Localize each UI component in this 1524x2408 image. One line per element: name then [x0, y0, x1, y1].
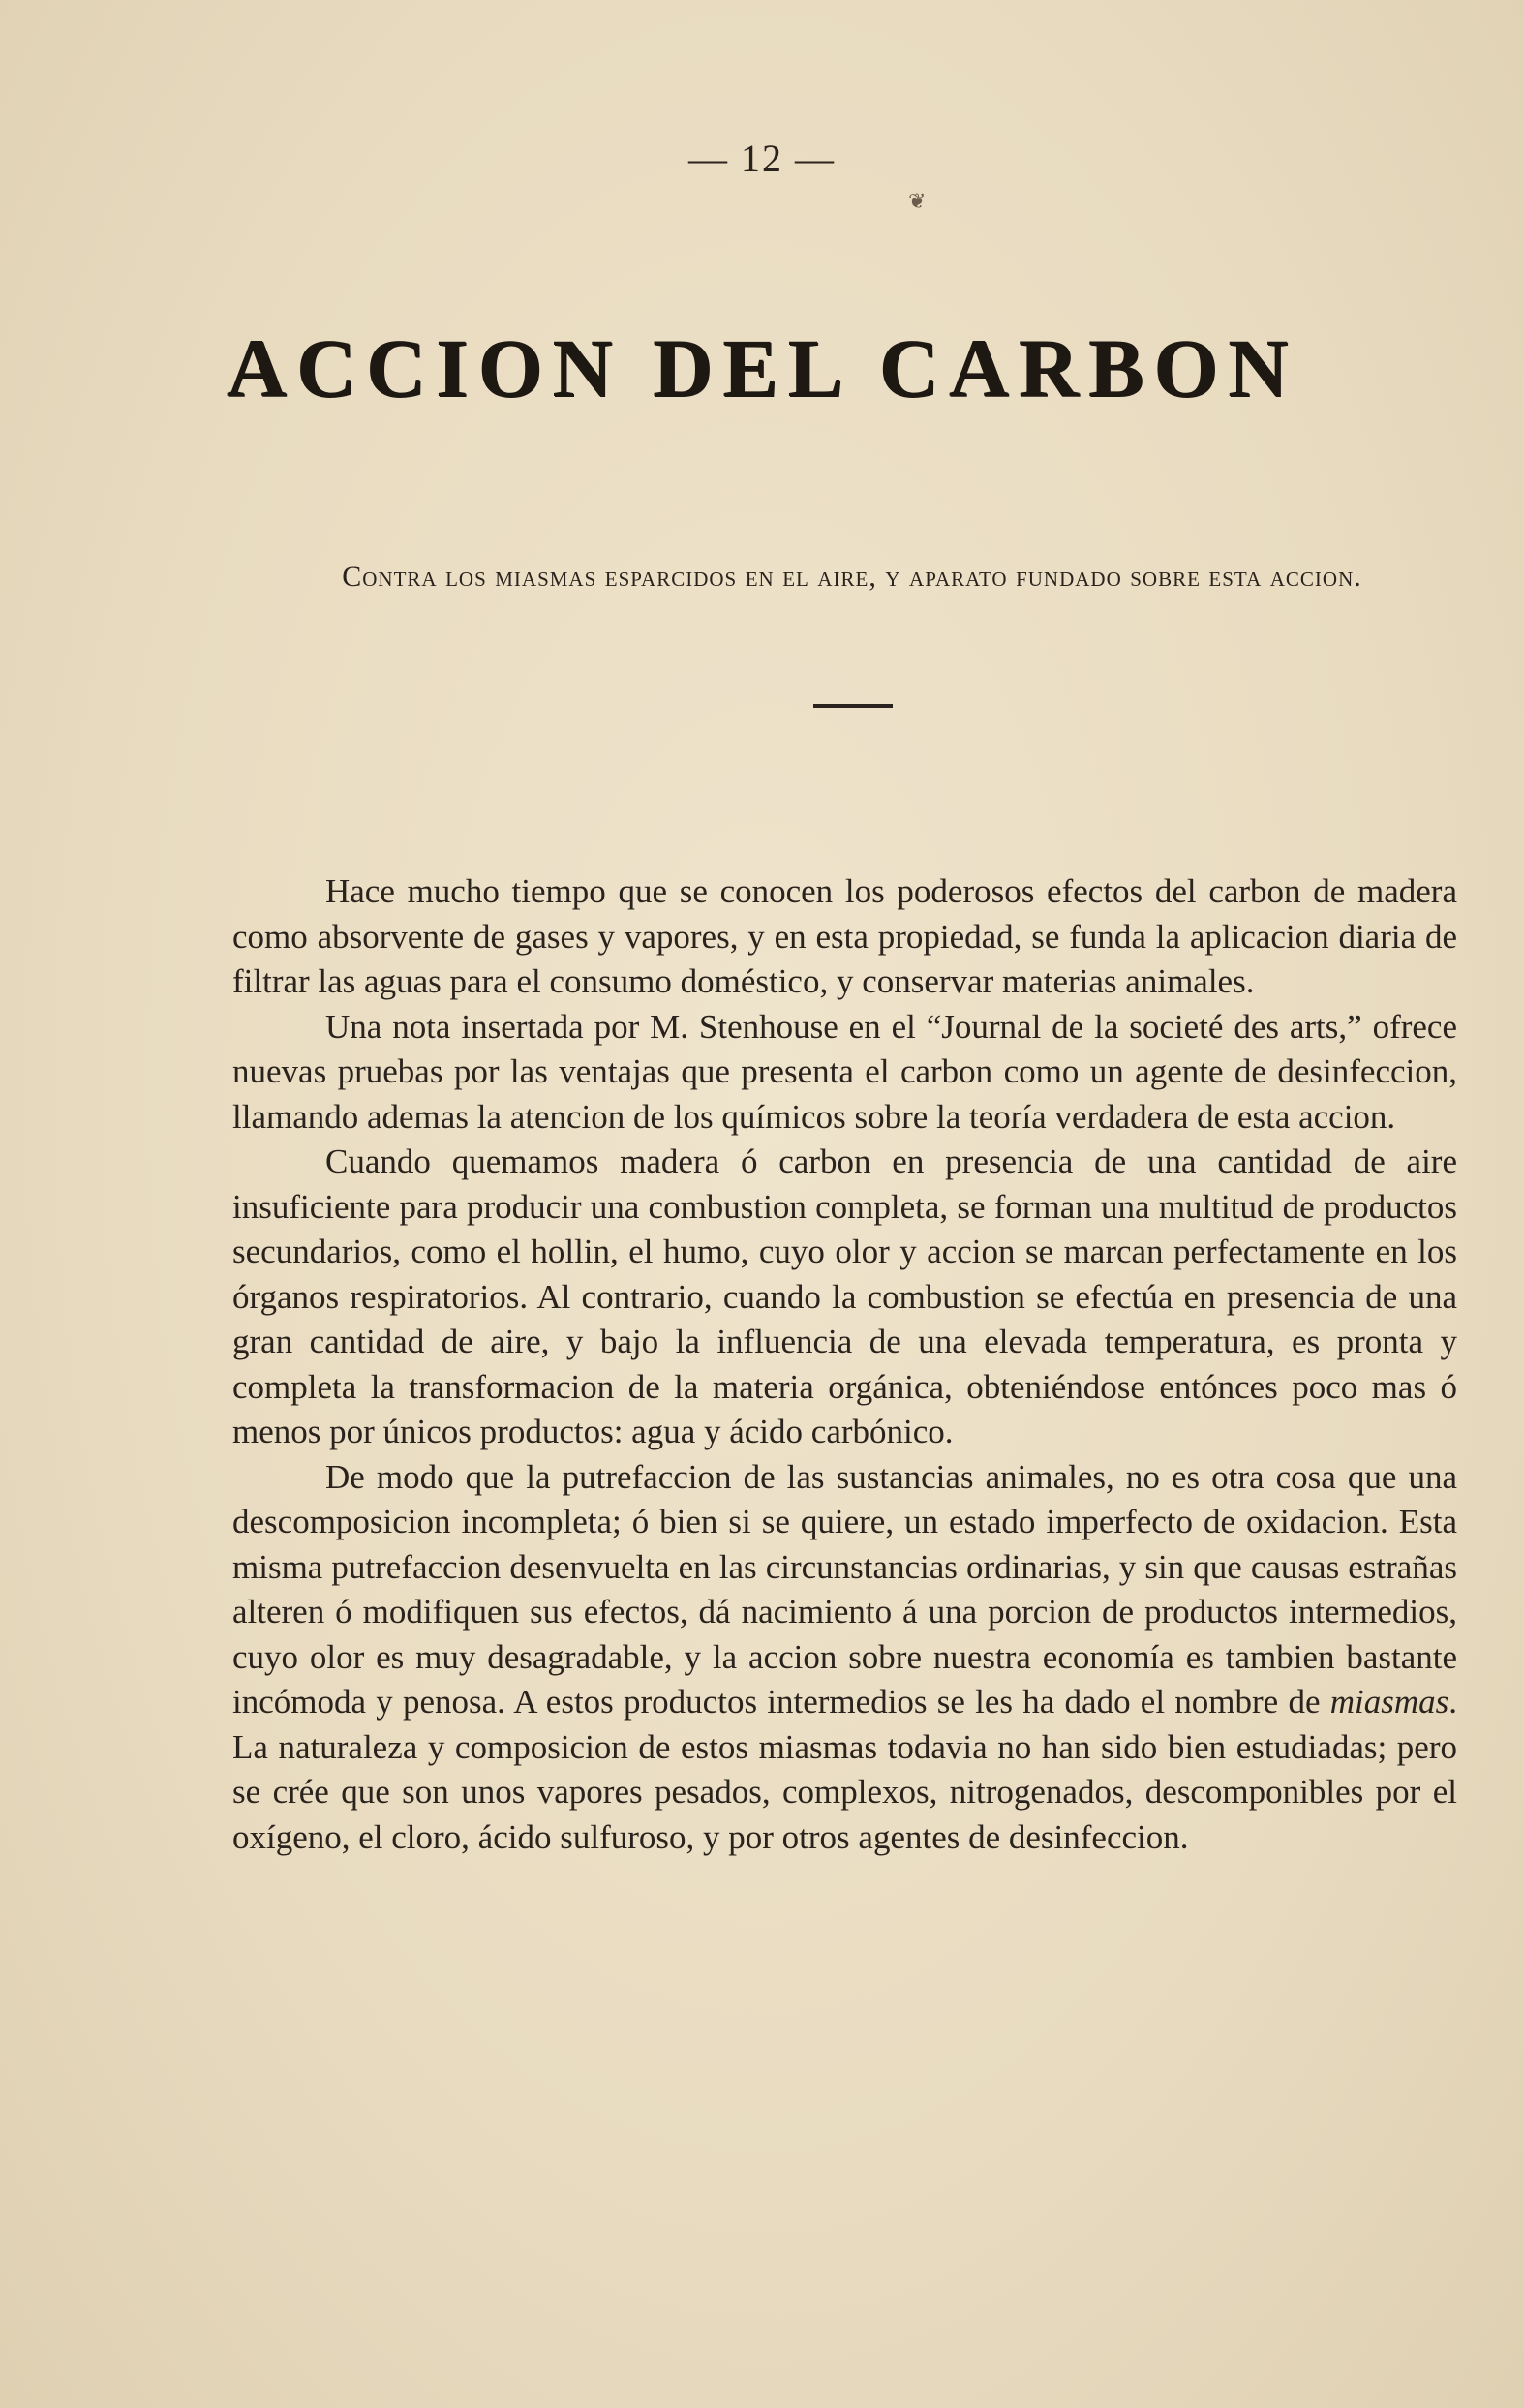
- divider-rule: [813, 704, 893, 708]
- emphasis-miasmas: miasmas: [1329, 1683, 1449, 1721]
- chapter-subtitle: Contra los miasmas esparcidos en el aire, y aparato fundado sobre esta accion.: [342, 561, 1362, 593]
- paragraph-2: Una nota insertada por M. Stenhouse en el “Journal de la societé des arts,” ofrece nuevas pruebas por las ventajas que presenta el carbon como un agente de desinfeccion, llamando ademas la atencion de los químicos sobre la teoría verdadera de esta accion.: [232, 1007, 1457, 1136]
- paragraph-4-part-2: . La naturaleza y composicion de estos miasmas todavia no han sido bien estudiadas; pero se crée que son unos vapores pesados, complexos, nitrogenados, descomponibles por el oxígeno, el cloro, ácido sulfuroso, y por otros agentes de desinfeccion.: [232, 1683, 1457, 1856]
- paragraph-1: Hace mucho tiempo que se conocen los poderosos efectos del carbon de madera como absorvente de gases y vapores, y en esta propiedad, se funda la aplicacion diaria de filtrar las aguas para el consumo doméstico, y conservar materias animales.: [232, 872, 1457, 1000]
- paragraph-4-part-1: De modo que la putrefaccion de las sustancias animales, no es otra cosa que una descomposicion incompleta; ó bien si se quiere, un estado imperfecto de oxidacion. Esta misma putrefaccion desenvuelta en las circunstancias ordinarias, y sin que causas estrañas alteren ó modifiquen sus efectos, dá nacimiento á una porcion de productos intermedios, cuyo olor es muy desagradable, y la accion sobre nuestra economía es tambien bastante incómoda y penosa. A estos productos intermedios se les ha dado el nombre de: [232, 1457, 1457, 1721]
- body-text: [232, 869, 1457, 1860]
- chapter-title: ACCION DEL CARBON: [226, 321, 1298, 414]
- page-number: — 12 —: [688, 137, 836, 180]
- paragraph-4: [232, 1455, 1457, 1861]
- paragraph-3: Cuando quemamos madera ó carbon en presencia de una cantidad de aire insuficiente para producir una combustion completa, se forman una multitud de productos secundarios, como el hollin, el humo, cuyo olor y accion se marcan perfectamente en los órganos respiratorios. Al contrario, cuando la combustion se efectúa en presencia de una gran cantidad de aire, y bajo la influencia de una elevada temperatura, es pronta y completa la transformacion de la materia orgánica, obteniéndose entónces poco mas ó menos por únicos productos: agua y ácido carbónico.: [232, 1143, 1457, 1450]
- ornament-icon: ❦: [908, 189, 927, 213]
